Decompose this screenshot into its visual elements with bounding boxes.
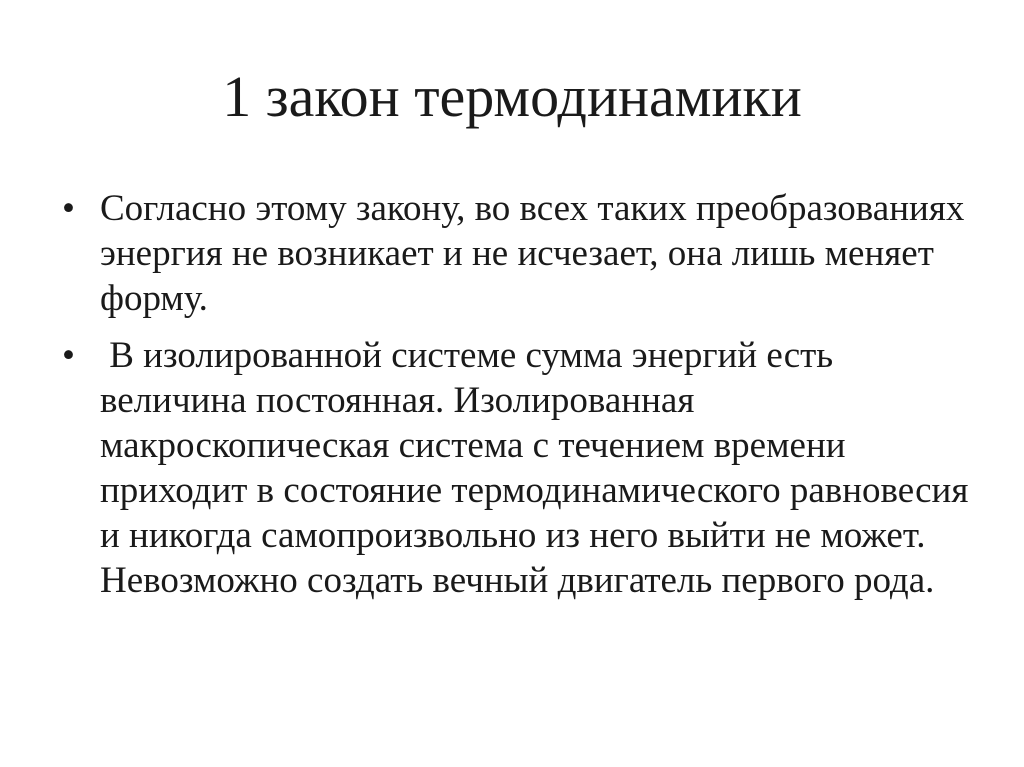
bullet-marker: • <box>62 188 75 229</box>
bullet-item <box>62 333 982 603</box>
bullet-list <box>62 186 982 615</box>
bullet-text: Согласно этому закону, во всех таких преобразованиях энергия не возникает и не исчезает, она лишь меняет форму. <box>100 188 965 319</box>
bullet-item <box>62 186 982 321</box>
bullet-text: В изолированной системе сумма энергий есть величина постоянная. Изолированная макроскопическая система с течением времени приходит в состояние термодинамического равновесия и никогда самопроизвольно из него выйти не может. Невозможно создать вечный двигатель первого рода. <box>100 335 978 601</box>
slide-title: 1 закон термодинамики <box>222 64 802 129</box>
bullet-marker: • <box>62 335 75 376</box>
